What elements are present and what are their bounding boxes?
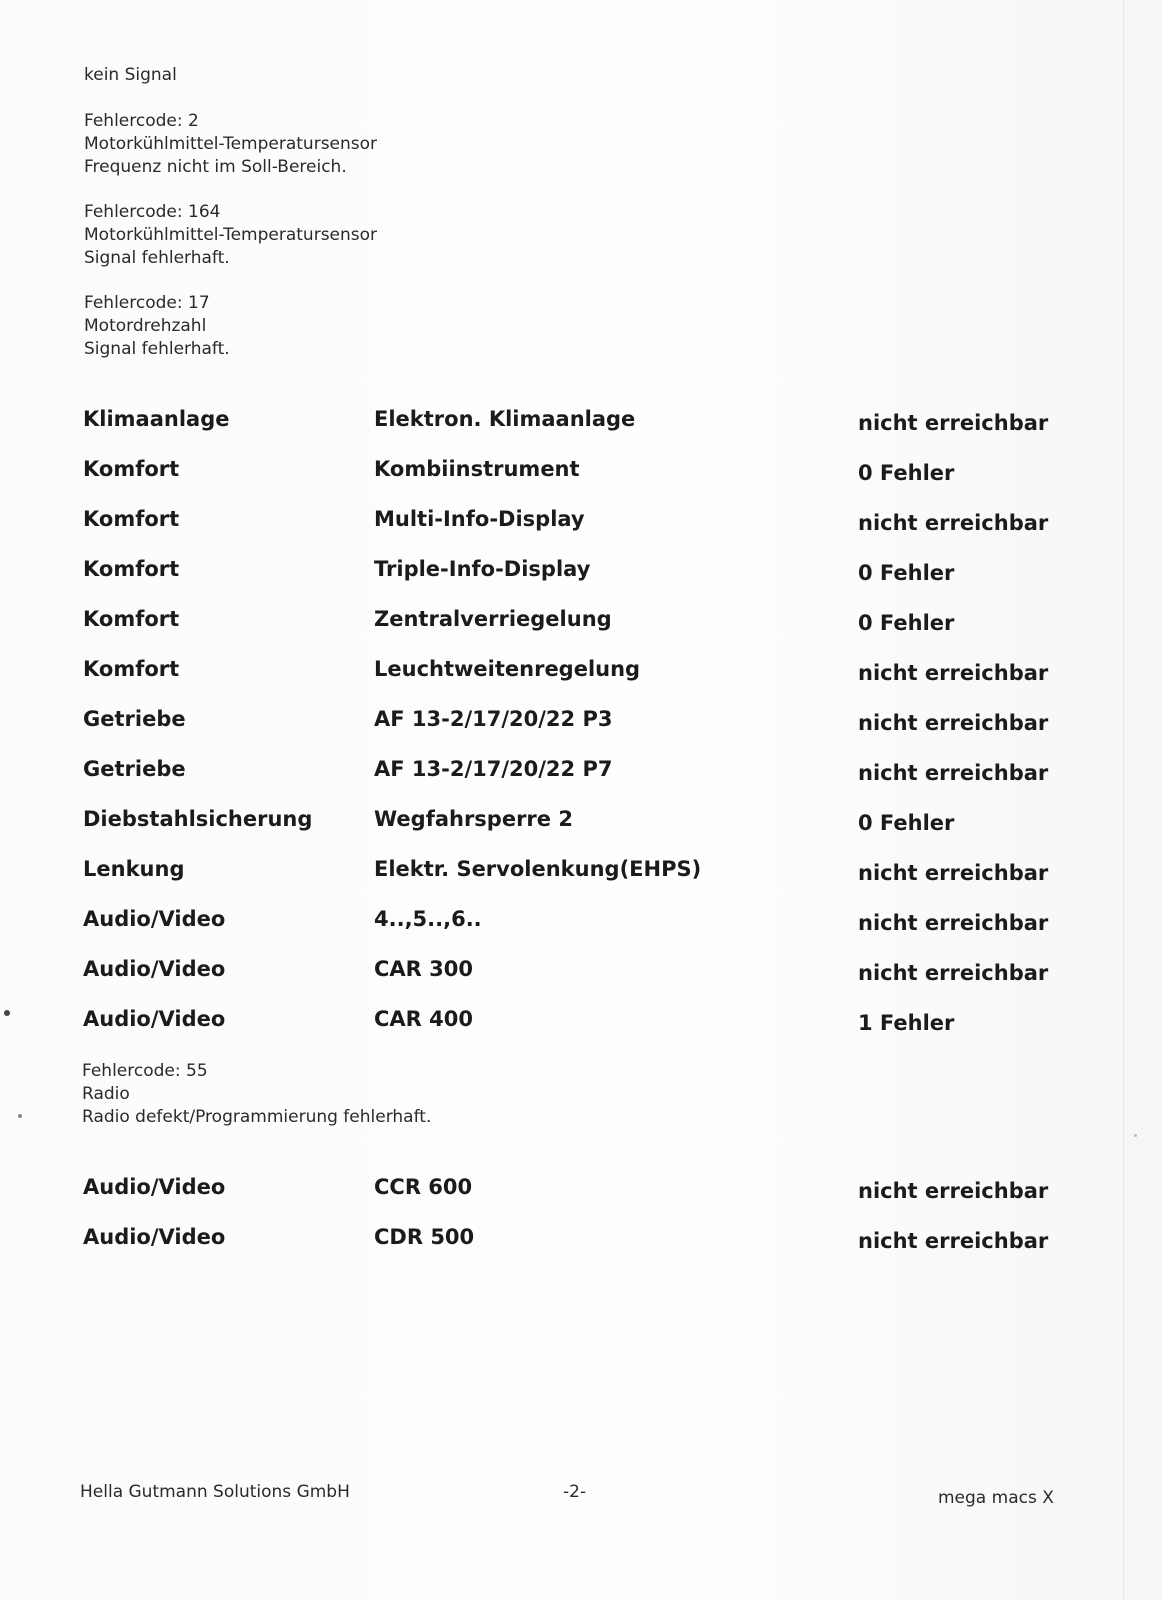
control-unit: 4..,5..,6.. — [374, 907, 482, 931]
system-row — [0, 907, 1162, 937]
control-unit: Triple-Info-Display — [374, 557, 591, 581]
system-group: Getriebe — [83, 707, 186, 731]
fault-code: Fehlercode: 55 — [82, 1061, 208, 1081]
system-row — [0, 1175, 1162, 1205]
fault-component: Motorkühlmittel-Temperatursensor — [84, 225, 378, 245]
fault-entry — [84, 201, 377, 270]
control-unit: Multi-Info-Display — [374, 507, 585, 531]
status-value: nicht erreichbar — [858, 711, 1049, 735]
status-value: nicht erreichbar — [858, 961, 1049, 985]
system-row — [0, 1225, 1162, 1255]
system-row — [0, 457, 1162, 487]
fault-code: Fehlercode: 164 — [84, 202, 221, 222]
status-value: 0 Fehler — [858, 561, 955, 585]
system-group: Audio/Video — [83, 1175, 226, 1199]
system-group: Audio/Video — [83, 957, 226, 981]
fault-description: Signal fehlerhaft. — [84, 248, 230, 268]
status-value: nicht erreichbar — [858, 1179, 1049, 1203]
control-unit: CDR 500 — [374, 1225, 475, 1249]
status-value: 0 Fehler — [858, 811, 955, 835]
intro-text — [84, 64, 177, 87]
status-value: nicht erreichbar — [858, 511, 1049, 535]
control-unit: CAR 400 — [374, 1007, 473, 1031]
system-group: Audio/Video — [83, 1225, 226, 1249]
status-value: nicht erreichbar — [858, 411, 1049, 435]
fault-description: Radio defekt/Programmierung fehlerhaft. — [82, 1107, 432, 1127]
footer-product: mega macs X — [938, 1488, 1054, 1508]
system-row — [0, 757, 1162, 787]
system-row — [0, 707, 1162, 737]
status-value: nicht erreichbar — [858, 761, 1049, 785]
scan-speck — [1134, 1134, 1137, 1137]
status-value: 1 Fehler — [858, 1011, 955, 1035]
status-value: nicht erreichbar — [858, 1229, 1049, 1253]
page-edge — [1123, 0, 1124, 1600]
fault-entry — [82, 1060, 431, 1129]
control-unit: AF 13-2/17/20/22 P3 — [374, 707, 613, 731]
fault-component: Radio — [82, 1084, 130, 1104]
system-group: Audio/Video — [83, 1007, 226, 1031]
intro-line: kein Signal — [84, 65, 177, 85]
fault-code: Fehlercode: 17 — [84, 293, 210, 313]
fault-entry — [84, 110, 377, 179]
scan-speck — [18, 1114, 22, 1118]
fault-entry — [84, 292, 230, 361]
system-row — [0, 807, 1162, 837]
system-group: Audio/Video — [83, 907, 226, 931]
system-group: Getriebe — [83, 757, 186, 781]
system-row — [0, 957, 1162, 987]
control-unit: Leuchtweitenregelung — [374, 657, 641, 681]
status-value: 0 Fehler — [858, 611, 955, 635]
system-group: Komfort — [83, 607, 180, 631]
control-unit: CCR 600 — [374, 1175, 473, 1199]
status-value: nicht erreichbar — [858, 911, 1049, 935]
system-group: Diebstahlsicherung — [83, 807, 313, 831]
system-group: Komfort — [83, 507, 180, 531]
status-value: nicht erreichbar — [858, 861, 1049, 885]
system-group: Lenkung — [83, 857, 185, 881]
control-unit: Elektron. Klimaanlage — [374, 407, 636, 431]
system-group: Klimaanlage — [83, 407, 230, 431]
system-group: Komfort — [83, 457, 180, 481]
system-row — [0, 407, 1162, 437]
control-unit: Wegfahrsperre 2 — [374, 807, 573, 831]
fault-description: Signal fehlerhaft. — [84, 339, 230, 359]
control-unit: CAR 300 — [374, 957, 473, 981]
scan-speck — [4, 1010, 10, 1016]
system-row — [0, 507, 1162, 537]
system-group: Komfort — [83, 657, 180, 681]
fault-description: Frequenz nicht im Soll-Bereich. — [84, 157, 347, 177]
footer-page-number: -2- — [563, 1482, 587, 1502]
status-value: nicht erreichbar — [858, 661, 1049, 685]
footer-company: Hella Gutmann Solutions GmbH — [80, 1482, 350, 1502]
control-unit: Zentralverriegelung — [374, 607, 612, 631]
status-value: 0 Fehler — [858, 461, 955, 485]
control-unit: Elektr. Servolenkung(EHPS) — [374, 857, 702, 881]
system-row — [0, 1007, 1162, 1037]
system-row — [0, 557, 1162, 587]
system-row — [0, 857, 1162, 887]
control-unit: Kombiinstrument — [374, 457, 580, 481]
system-group: Komfort — [83, 557, 180, 581]
control-unit: AF 13-2/17/20/22 P7 — [374, 757, 613, 781]
system-row — [0, 657, 1162, 687]
fault-component: Motordrehzahl — [84, 316, 207, 336]
fault-code: Fehlercode: 2 — [84, 111, 199, 131]
system-row — [0, 607, 1162, 637]
fault-component: Motorkühlmittel-Temperatursensor — [84, 134, 378, 154]
